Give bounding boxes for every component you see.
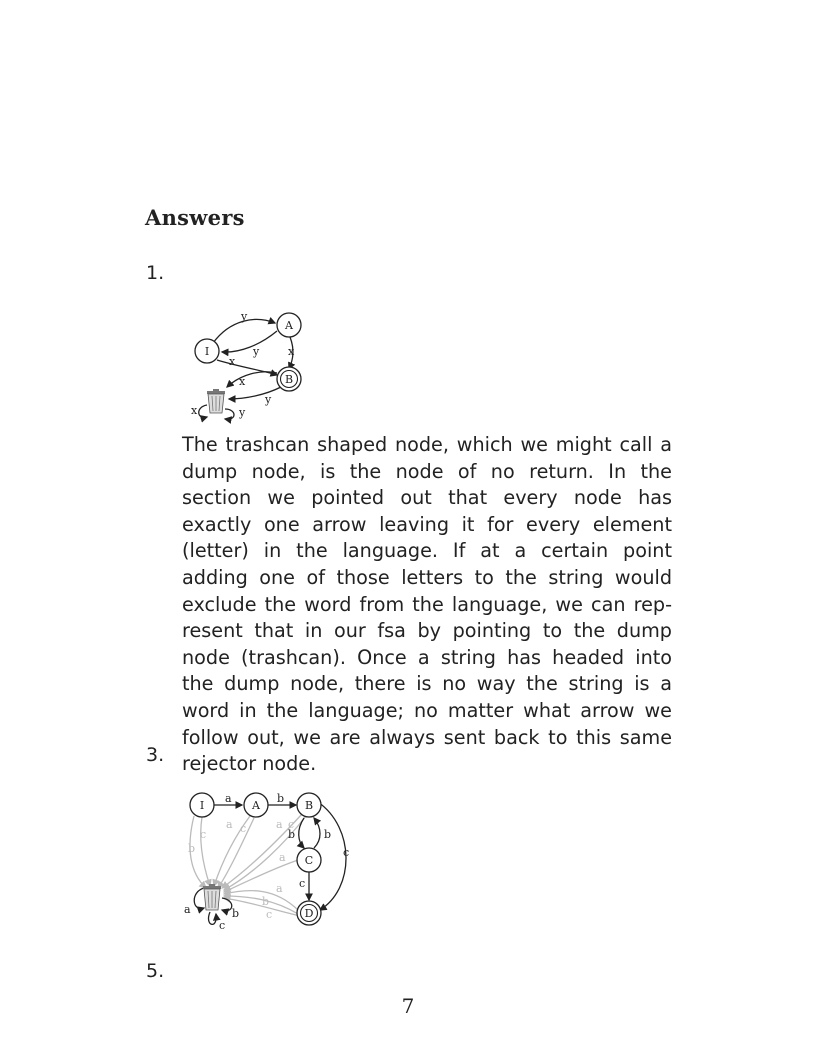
fsa1-nodes [195,313,301,391]
fsa-diagram-1 [185,305,315,427]
section-heading: Answers [145,205,245,230]
fsa3-edge-label: c [219,919,226,932]
fsa3-edge-label: b [277,792,285,805]
fsa3-node-label-B: B [304,799,314,812]
fsa3-dump-edge-label: c [240,822,247,835]
fsa3-dump-edge-label: a [226,818,233,831]
fsa-diagram-3 [180,788,360,936]
fsa3-edge-label: c [343,846,350,859]
fsa3-dump-edge-label: c [200,828,207,841]
fsa3-node-label-C: C [304,854,314,867]
fsa1-node-label-A: A [285,319,293,332]
fsa1-edge-label: x [229,355,236,368]
fsa3-node-label-D: D [304,907,314,920]
fsa3-edge-label: a [184,903,191,916]
fsa1-edge-label: y [241,310,248,323]
fsa3-dump-edge-label: a [279,851,286,864]
fsa3-dump-edge-label: a [276,818,283,831]
fsa3-node-label-I: I [199,799,205,812]
fsa3-dump-edge-label: b [188,842,196,855]
fsa3-dump-edge-label: a [276,882,283,895]
fsa1-edge-label: x [191,404,198,417]
fsa3-node-label-A: A [252,799,260,812]
fsa1-edge-label: x [288,345,295,358]
fsa3-edge-label: b [232,907,240,920]
item-number-1: 1. [146,262,165,284]
answer-1-paragraph: The trashcan shaped node, which we might call a dump node, is the node of no return. In the section we pointed out that every node has exactly one arrow leaving it for every element (letter) in the language. If at a certain point adding one of those letters to the string would exclude the word from the language, we can represent that in our fsa by pointing to the dump node (trashcan). Once a string has headed into the dump node, there is no way the string is a word in the language; no matter what arrow we follow out, we are always sent back to this same rejector node. [182,433,672,776]
fsa1-node-label-B: B [284,373,294,386]
fsa3-edge-label: a [225,792,232,805]
fsa1-edge-label: y [253,345,260,358]
fsa3-edge-label: c [299,877,306,890]
item-number-3: 3. [146,744,165,766]
fsa3-edge-label: b [324,828,332,841]
page-number: 7 [401,994,415,1018]
fsa1-edge-label: y [265,393,272,406]
trashcan-icon [203,884,221,910]
item-number-5: 5. [146,960,165,982]
fsa1-edge-label: x [239,375,246,388]
fsa3-dump-edge-label: c [288,818,295,831]
fsa3-dump-edge-label: b [262,895,270,908]
fsa1-edge-label: y [239,406,246,419]
trashcan-icon [207,389,225,413]
fsa3-edge-label: b [288,828,296,841]
fsa3-dump-edge-label: c [266,908,273,921]
fsa1-node-label-I: I [204,345,210,358]
